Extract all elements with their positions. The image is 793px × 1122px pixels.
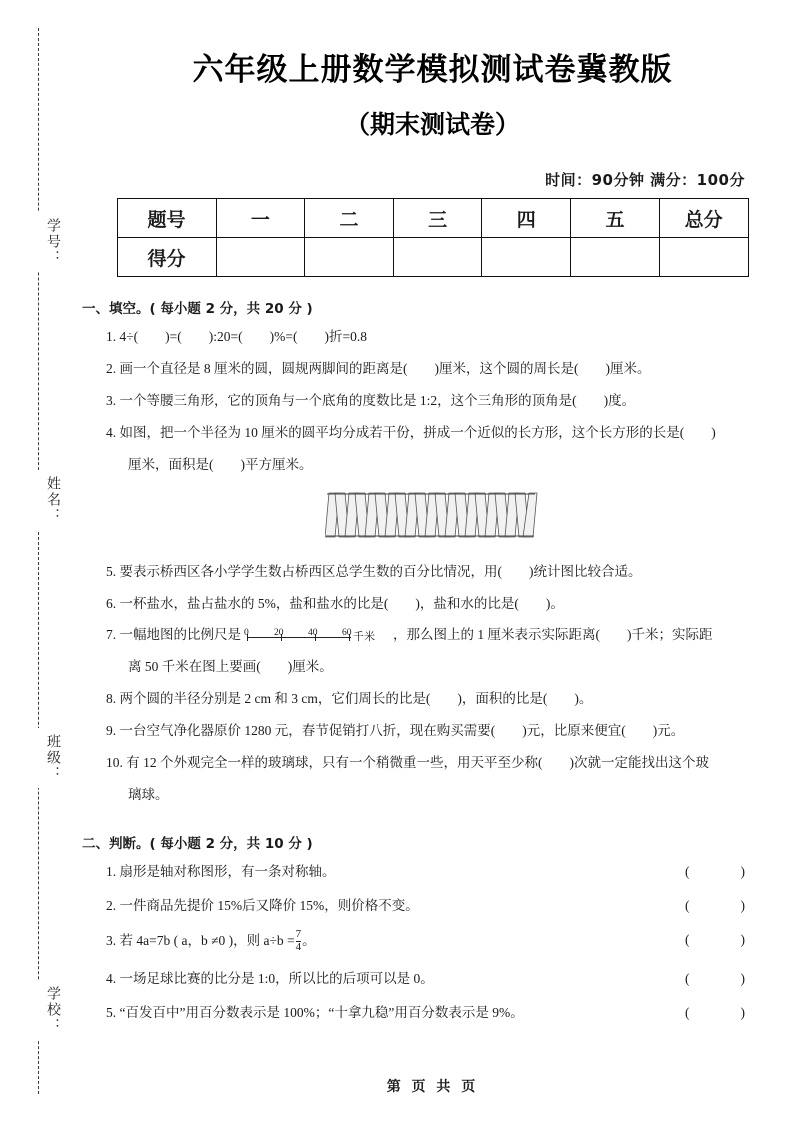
field-label-class: 班级： <box>14 728 62 788</box>
question-1-4: 4. 如图，把一个半径为 10 厘米的圆平均分成若干份，拼成一个近似的长方形，这个长方形的长是( ) <box>106 424 716 440</box>
table-row <box>117 199 748 238</box>
question-1-7 <box>106 625 753 646</box>
answer-parentheses[interactable]: ( ) <box>685 898 753 914</box>
margin-dashed-line <box>38 28 39 1094</box>
figure-svg <box>325 487 541 543</box>
question-2-2 <box>106 896 753 916</box>
score-table-header-cell: 题号 <box>117 199 216 238</box>
question-2-3-tail: 。 <box>302 933 316 949</box>
fraction-denominator: 4 <box>295 941 302 954</box>
field-label-school: 学校： <box>14 980 62 1040</box>
circle-rearranged-rectangle-figure <box>72 487 793 548</box>
question-1-6: 6. 一杯盐水，盐占盐水的 5%，盐和盐水的比是( )，盐和水的比是( )。 <box>106 595 564 611</box>
score-table-header-cell: 一 <box>216 199 305 238</box>
exam-page <box>72 0 793 1122</box>
ruler-bar <box>247 637 351 638</box>
ruler-label-20: 20 <box>274 628 284 639</box>
score-cell[interactable] <box>216 238 305 277</box>
question-2-1-text: 1. 扇形是轴对称图形，有一条对称轴。 <box>106 863 336 879</box>
section-title-fill-in-blank: 一、填空。( 每小题 2 分，共 20 分 ) <box>82 301 313 317</box>
question-1-9: 9. 一台空气净化器原价 1280 元，春节促销打八折，现在购买需要( )元，比原来便宜( )元。 <box>106 723 685 739</box>
question-1-8: 8. 两个圆的半径分别是 2 cm 和 3 cm，它们周长的比是( )，面积的比是( )。 <box>106 691 593 707</box>
fraction-seven-fourths <box>296 929 302 953</box>
ruler-unit-label: 千米 <box>353 631 375 644</box>
ruler-label-0: 0 <box>244 628 249 639</box>
section-title-true-false: 二、判断。( 每小题 2 分，共 10 分 ) <box>82 835 313 852</box>
question-1-2: 2. 画一个直径是 8 厘米的圆，圆规两脚间的距离是( )厘米，这个圆的周长是( )厘米。 <box>106 360 651 376</box>
answer-parentheses[interactable]: ( ) <box>685 932 753 948</box>
question-2-3-text: 3. 若 4a=7b ( a，b ≠0 )，则 a÷b = <box>106 933 295 949</box>
page-title: 六年级上册数学模拟测试卷冀教版 <box>192 52 673 88</box>
question-2-2-text: 2. 一件商品先提价 15%后又降价 15%，则价格不变。 <box>106 898 419 914</box>
question-1-10: 10. 有 12 个外观完全一样的玻璃球，只有一个稍微重一些，用天平至少称( )次就一定能找出这个玻 <box>106 755 709 771</box>
map-scale-ruler-figure <box>243 626 391 646</box>
score-cell[interactable] <box>393 238 482 277</box>
question-1-4-cont: 厘米，面积是( )平方厘米。 <box>128 456 313 472</box>
field-label-name: 姓名： <box>14 470 62 530</box>
score-cell[interactable] <box>571 238 660 277</box>
question-1-10-cont: 璃球。 <box>128 787 169 803</box>
page-footer: 第 页 共 页 <box>386 1079 479 1095</box>
page-subtitle: （期末测试卷） <box>344 110 520 139</box>
left-margin-rail <box>0 0 72 1122</box>
score-table-header-cell: 总分 <box>659 199 748 238</box>
score-table-header-cell: 三 <box>393 199 482 238</box>
answer-parentheses[interactable]: ( ) <box>685 863 753 879</box>
question-1-1: 1. 4÷( )=( ):20=( )%=( )折=0.8 <box>106 329 367 344</box>
score-cell[interactable] <box>659 238 748 277</box>
score-table-header-cell: 五 <box>571 199 660 238</box>
table-row <box>117 238 748 277</box>
score-table <box>117 198 749 277</box>
question-2-4 <box>106 969 753 989</box>
fraction-numerator: 7 <box>295 928 302 941</box>
question-2-4-text: 4. 一场足球比赛的比分是 1:0，所以比的后项可以是 0。 <box>106 970 434 986</box>
field-label-student-id: 学号： <box>14 212 62 272</box>
answer-parentheses[interactable]: ( ) <box>685 1004 753 1020</box>
question-1-7-suffix: ，那么图上的 1 厘米表示实际距离( )千米；实际距 <box>393 627 713 643</box>
question-1-5: 5. 要表示桥西区各小学学生数占桥西区总学生数的百分比情况，用( )统计图比较合适。 <box>106 563 642 579</box>
question-2-3 <box>106 930 753 954</box>
question-1-3: 3. 一个等腰三角形，它的顶角与一个底角的度数比是 1:2，这个三角形的顶角是( )度。 <box>106 392 636 408</box>
score-table-header-cell: 二 <box>305 199 394 238</box>
score-table-header-cell: 四 <box>482 199 571 238</box>
ruler-label-60: 60 <box>342 628 352 639</box>
score-cell[interactable] <box>305 238 394 277</box>
question-2-5 <box>106 1003 753 1023</box>
question-1-7-cont: 离 50 千米在图上要画( )厘米。 <box>128 659 333 675</box>
question-1-7-prefix: 7. 一幅地图的比例尺是 <box>106 627 241 643</box>
answer-parentheses[interactable]: ( ) <box>685 970 753 986</box>
score-cell[interactable] <box>482 238 571 277</box>
question-2-5-text: 5. “百发百中”用百分数表示是 100%；“十拿九稳”用百分数表示是 9%。 <box>106 1004 524 1020</box>
ruler-label-40: 40 <box>308 628 318 639</box>
exam-meta: 时间：90分钟 满分：100分 <box>545 171 745 189</box>
question-2-1 <box>106 862 753 882</box>
score-table-row-label: 得分 <box>117 238 216 277</box>
